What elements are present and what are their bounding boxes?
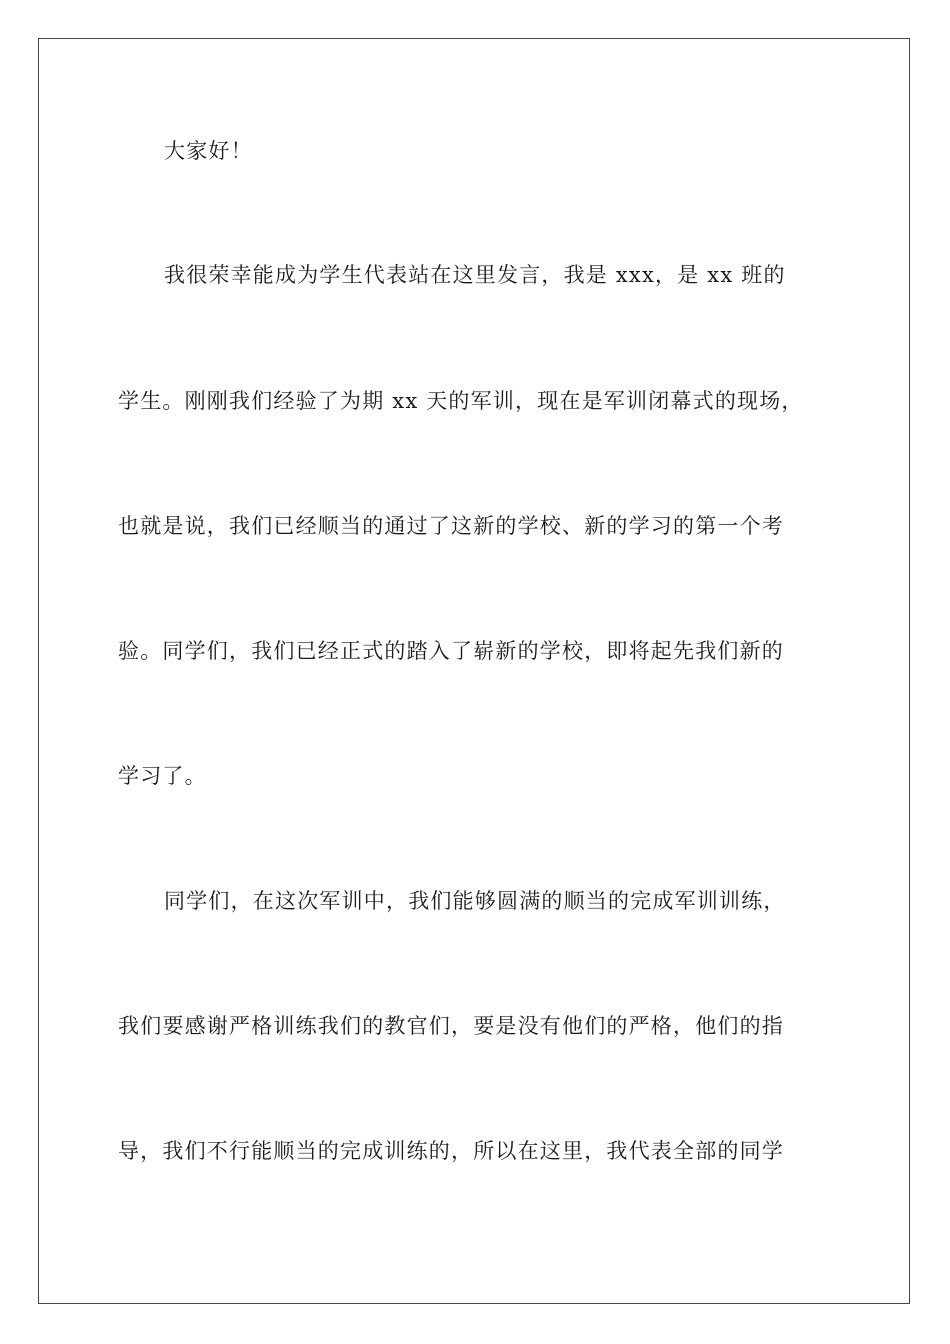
page-border	[38, 38, 910, 1304]
paragraph-line: 我很荣幸能成为学生代表站在这里发言，我是 xxx，是 xx 班的	[164, 263, 786, 287]
paragraph-line: 学生。刚刚我们经验了为期 xx 天的军训，现在是军训闭幕式的现场，	[118, 389, 804, 413]
paragraph-line: 同学们，在这次军训中，我们能够圆满的顺当的完成军训训练，	[164, 889, 786, 913]
paragraph-line: 学习了。	[118, 764, 207, 788]
paragraph-line: 验。同学们，我们已经正式的踏入了崭新的学校，即将起先我们新的	[118, 639, 784, 663]
paragraph-line: 我们要感谢严格训练我们的教官们，要是没有他们的严格，他们的指	[118, 1014, 784, 1038]
paragraph-line: 导，我们不行能顺当的完成训练的，所以在这里，我代表全部的同学	[118, 1139, 784, 1163]
greeting-line: 大家好！	[164, 139, 253, 163]
paragraph-line: 也就是说，我们已经顺当的通过了这新的学校、新的学习的第一个考	[118, 514, 784, 538]
